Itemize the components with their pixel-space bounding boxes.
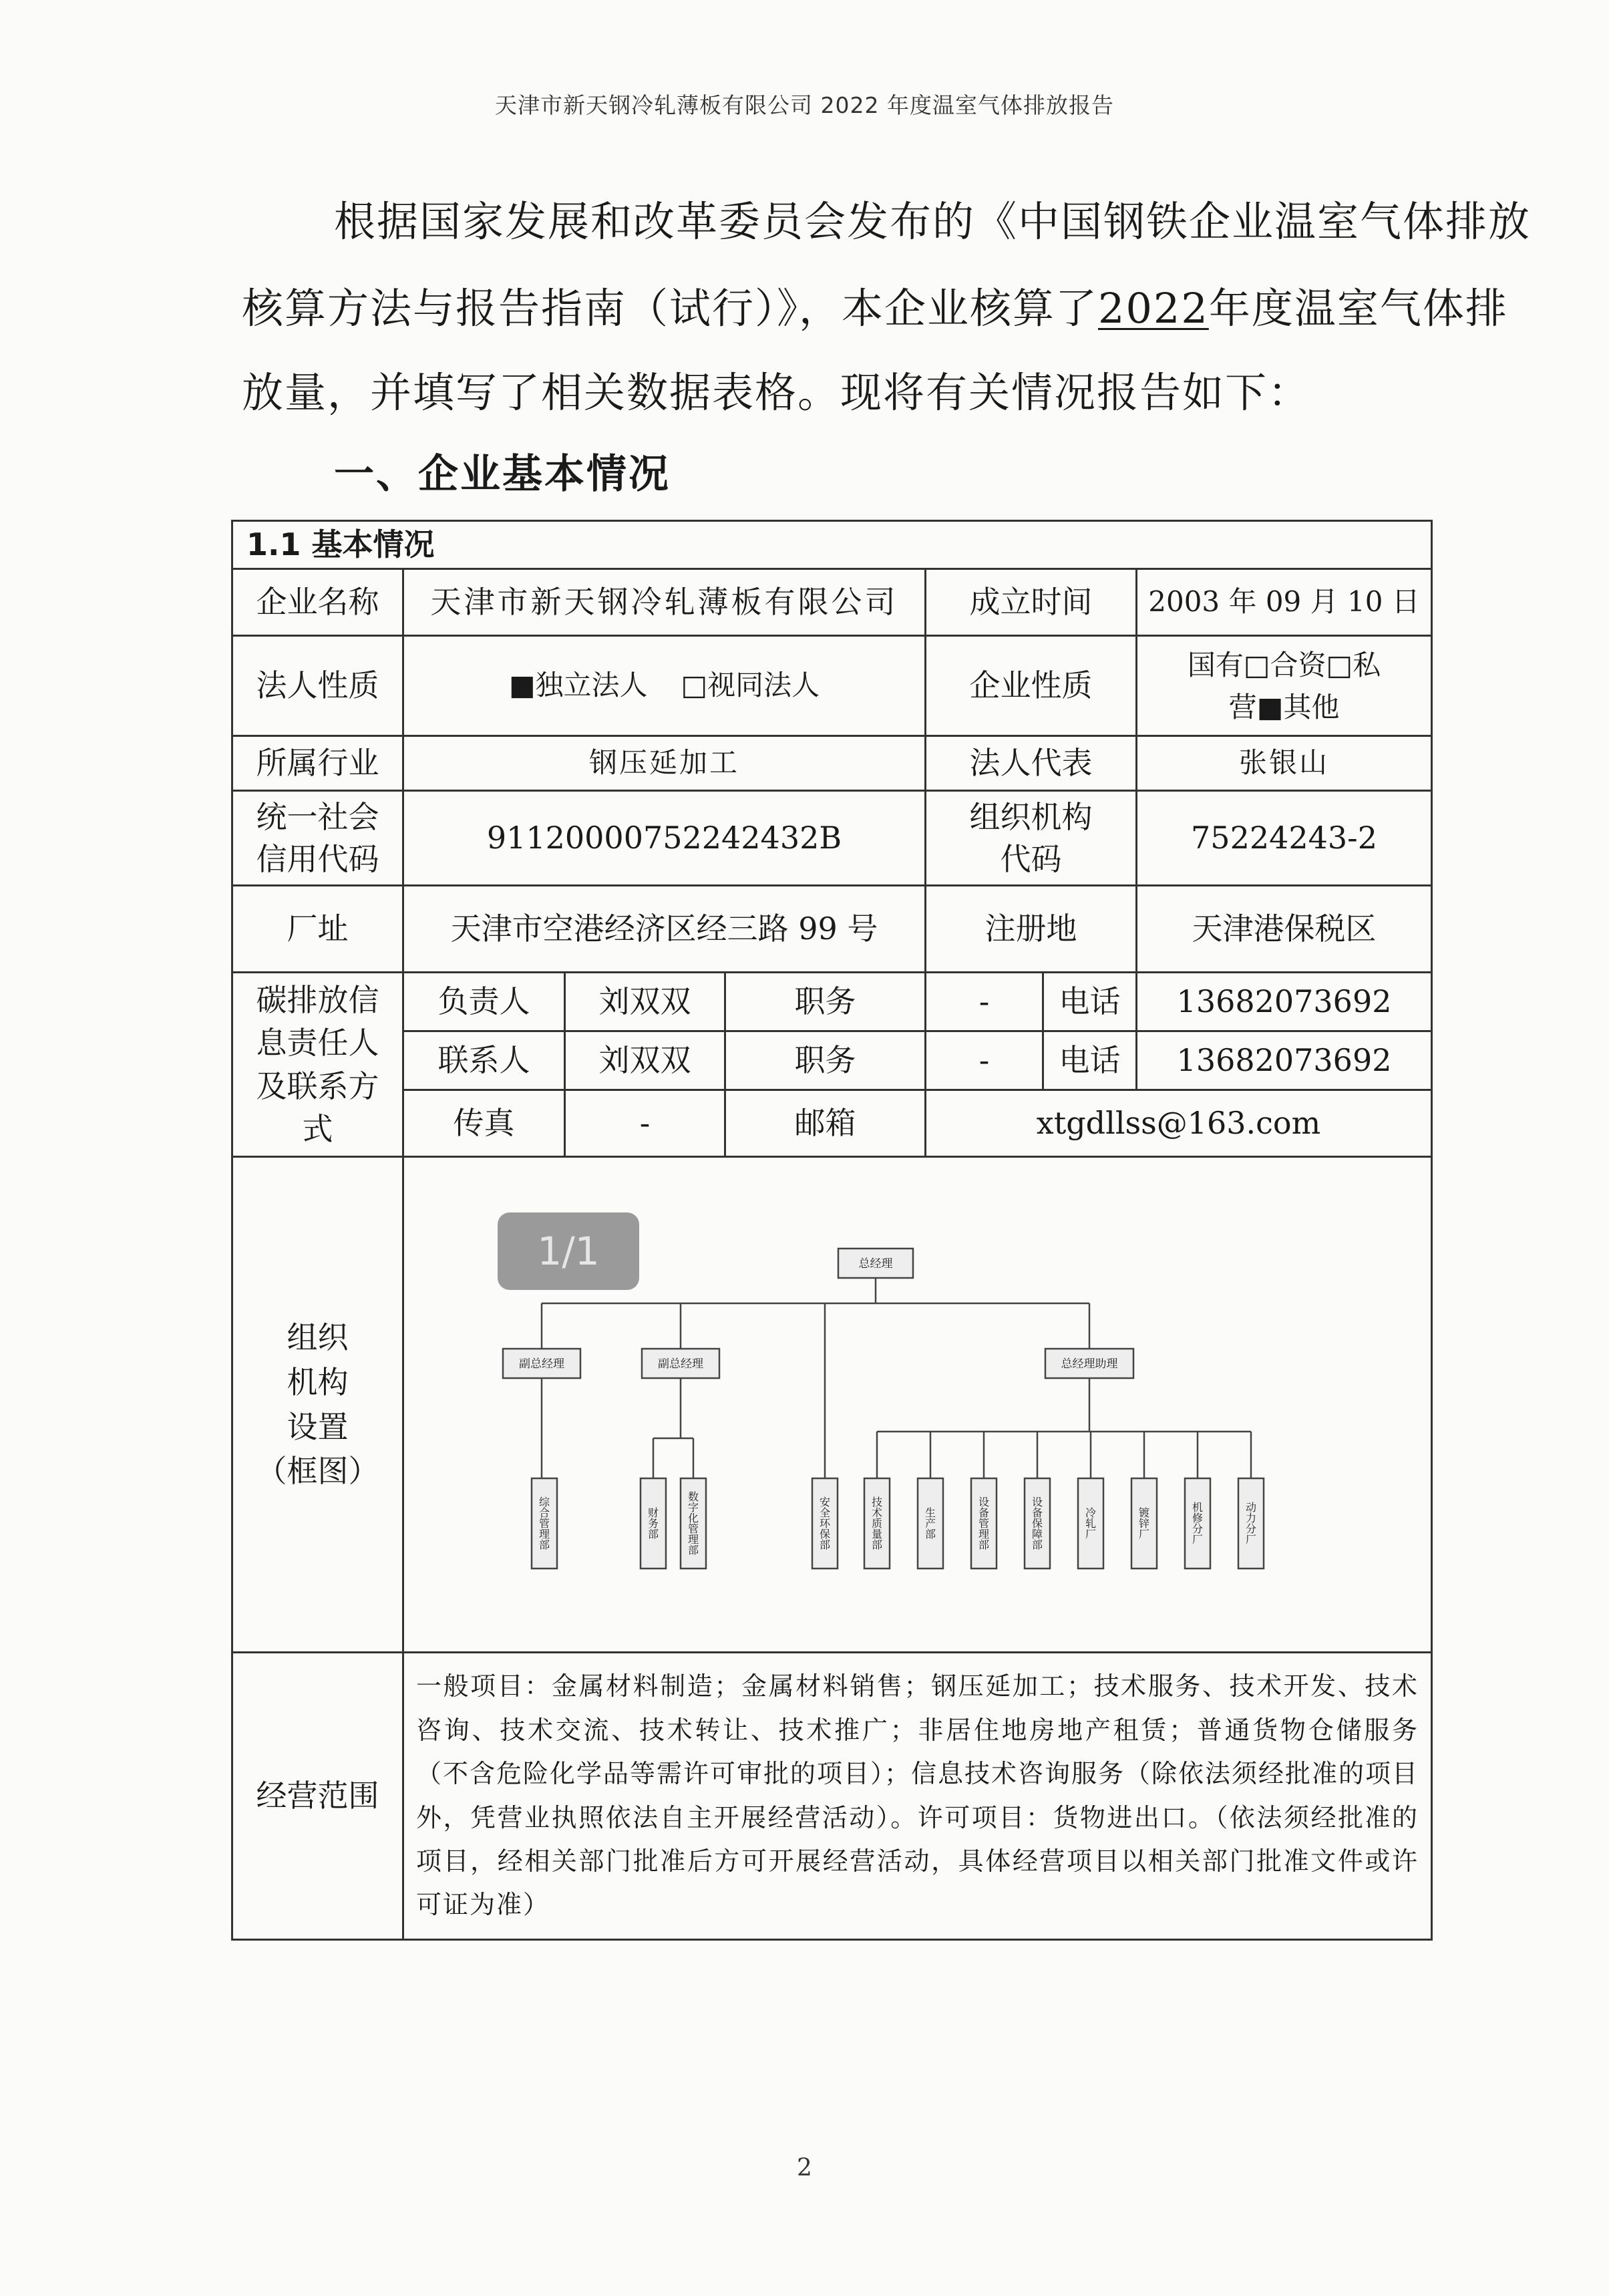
org-code-label-1: 组织机构 [969, 799, 1093, 836]
svg-text:合: 合 [538, 1506, 550, 1520]
contact-label-2: 息责任人 [256, 1025, 379, 1061]
svg-text:综: 综 [538, 1496, 550, 1509]
intro-line-2c: 年度温室气体排 [1208, 284, 1508, 333]
org-code-value: 75224243-2 [1137, 791, 1432, 886]
page-header: 天津市新天钢冷轧薄板有限公司 2022 年度温室气体排放报告 [495, 92, 1114, 118]
svg-text:备: 备 [1031, 1506, 1043, 1520]
svg-text:管: 管 [687, 1522, 699, 1536]
org-dept-5 [864, 1478, 890, 1569]
resp-phone-label: 电话 [1043, 973, 1137, 1031]
fax-label: 传真 [403, 1090, 565, 1157]
org-dept-11 [1185, 1478, 1210, 1569]
org-label-1: 组织 [287, 1319, 349, 1356]
org-dept-4 [812, 1478, 838, 1569]
resp-name: 刘双双 [565, 973, 725, 1031]
founded-label: 成立时间 [926, 569, 1137, 636]
legal-type-options [403, 636, 926, 736]
svg-text:理: 理 [538, 1528, 550, 1541]
liaison-name: 刘双双 [565, 1031, 725, 1090]
ownership-line-2: 营■其他 [1228, 690, 1340, 723]
org-label-3: 设置 [287, 1408, 349, 1445]
scope-label: 经营范围 [232, 1653, 403, 1940]
svg-text:安: 安 [819, 1496, 831, 1509]
svg-text:镀: 镀 [1138, 1506, 1150, 1520]
svg-text:环: 环 [819, 1517, 831, 1530]
legal-type-deemed: □视同法人 [681, 669, 820, 702]
svg-text:务: 务 [647, 1517, 659, 1530]
resp-label: 负责人 [403, 973, 565, 1031]
rep-label: 法人代表 [926, 736, 1137, 791]
org-structure-label [232, 1157, 403, 1653]
svg-text:部: 部 [871, 1538, 883, 1552]
org-label-4: （框图） [256, 1453, 379, 1490]
org-chart-cell [403, 1157, 1432, 1653]
address-value: 天津市空港经济区经三路 99 号 [403, 886, 926, 973]
page-number: 2 [797, 2154, 812, 2182]
resp-position-label: 职务 [725, 973, 926, 1031]
svg-text:理: 理 [978, 1528, 990, 1541]
org-chart [404, 1158, 1426, 1649]
email-label: 邮箱 [725, 1090, 926, 1157]
svg-text:部: 部 [687, 1544, 699, 1557]
svg-text:备: 备 [978, 1506, 990, 1520]
registry-value: 天津港保税区 [1137, 886, 1432, 973]
email-value: xtgdllss@163.com [926, 1090, 1432, 1157]
svg-text:术: 术 [871, 1506, 883, 1520]
svg-text:部: 部 [924, 1528, 936, 1541]
founded-date: 2003 年 09 月 10 日 [1137, 569, 1432, 636]
table-caption: 1.1 基本情况 [232, 521, 1432, 569]
svg-text:部: 部 [538, 1538, 550, 1552]
intro-line-1: 根据国家发展和改革委员会发布的《中国钢铁企业温室气体排放 [334, 197, 1532, 246]
credit-code-label-1: 统一社会 [256, 799, 379, 836]
liaison-label: 联系人 [403, 1031, 565, 1090]
org-box-top [838, 1249, 913, 1278]
svg-text:分: 分 [1192, 1522, 1204, 1536]
svg-text:厂: 厂 [1138, 1528, 1150, 1541]
svg-text:部: 部 [819, 1538, 831, 1552]
org-code-label [926, 791, 1137, 886]
org-code-label-2: 代码 [1000, 840, 1062, 877]
svg-text:厂: 厂 [1245, 1533, 1257, 1546]
svg-text:部: 部 [1031, 1538, 1043, 1552]
svg-text:设: 设 [978, 1496, 990, 1509]
liaison-phone-label: 电话 [1043, 1031, 1137, 1090]
svg-text:产: 产 [924, 1517, 936, 1530]
intro-line-3: 放量，并填写了相关数据表格。现将有关情况报告如下： [242, 368, 1311, 417]
liaison-position: - [926, 1031, 1043, 1090]
org-dept-12 [1238, 1478, 1264, 1569]
svg-text:冷: 冷 [1085, 1506, 1097, 1520]
ownership-options [1137, 636, 1432, 736]
org-dept-7 [971, 1478, 997, 1569]
svg-text:障: 障 [1031, 1528, 1043, 1541]
ownership-label: 企业性质 [926, 636, 1137, 736]
org-dept-1 [532, 1478, 557, 1569]
svg-text:数: 数 [687, 1490, 699, 1504]
svg-text:厂: 厂 [1192, 1533, 1204, 1546]
credit-code-label [232, 791, 403, 886]
svg-text:质: 质 [871, 1517, 883, 1530]
registry-label: 注册地 [926, 886, 1137, 973]
contact-label [232, 973, 403, 1157]
svg-text:保: 保 [1031, 1517, 1043, 1530]
svg-text:全: 全 [819, 1506, 831, 1520]
svg-text:理: 理 [687, 1533, 699, 1546]
org-box-assistant [1045, 1349, 1133, 1378]
industry-label: 所属行业 [232, 736, 403, 791]
svg-text:财: 财 [647, 1506, 659, 1520]
org-dept-2 [641, 1478, 666, 1569]
svg-text:设: 设 [1031, 1496, 1043, 1509]
section-title: 一、企业基本情况 [334, 451, 671, 498]
svg-text:总经理: 总经理 [858, 1257, 893, 1271]
svg-text:副总经理: 副总经理 [519, 1357, 564, 1371]
fax-value: - [565, 1090, 725, 1157]
legal-type-label: 法人性质 [232, 636, 403, 736]
svg-text:管: 管 [538, 1517, 550, 1530]
liaison-position-label: 职务 [725, 1031, 926, 1090]
credit-code-value: 91120000752242432B [403, 791, 926, 886]
org-dept-9 [1078, 1478, 1103, 1569]
resp-position: - [926, 973, 1043, 1031]
contact-label-4: 式 [302, 1110, 333, 1147]
svg-text:力: 力 [1245, 1512, 1257, 1525]
org-dept-10 [1131, 1478, 1157, 1569]
svg-text:字: 字 [687, 1501, 699, 1514]
svg-text:轧: 轧 [1085, 1517, 1097, 1530]
org-boxes [503, 1249, 1264, 1569]
industry-value: 钢压延加工 [403, 736, 926, 791]
legal-type-independent: ■独立法人 [508, 669, 648, 702]
contact-label-1: 碳排放信 [256, 981, 379, 1018]
credit-code-label-2: 信用代码 [256, 840, 379, 877]
intro-line-2a: 核算方法与报告指南（试行）》，本企业核算了 [242, 284, 1099, 333]
org-box-vp-1 [503, 1349, 580, 1378]
org-dept-6 [918, 1478, 943, 1569]
svg-text:分: 分 [1245, 1522, 1257, 1536]
rep-value: 张银山 [1137, 736, 1432, 791]
svg-text:动: 动 [1245, 1501, 1257, 1514]
svg-text:生: 生 [924, 1506, 936, 1520]
company-name: 天津市新天钢冷轧薄板有限公司 [403, 569, 926, 636]
org-dept-8 [1025, 1478, 1050, 1569]
org-label-2: 机构 [287, 1363, 349, 1400]
svg-text:总经理助理: 总经理助理 [1061, 1357, 1118, 1371]
company-name-label: 企业名称 [232, 569, 403, 636]
basic-info-table [231, 520, 1433, 1941]
liaison-phone: 13682073692 [1137, 1031, 1432, 1090]
svg-text:保: 保 [819, 1528, 831, 1541]
svg-text:机: 机 [1192, 1501, 1204, 1514]
svg-text:部: 部 [978, 1538, 990, 1552]
address-label: 厂址 [232, 886, 403, 973]
svg-text:技: 技 [871, 1496, 883, 1509]
svg-text:厂: 厂 [1085, 1528, 1097, 1541]
ownership-line-1: 国有□合资□私 [1187, 648, 1381, 681]
page-badge: 1/1 [537, 1228, 600, 1274]
svg-text:副总经理: 副总经理 [658, 1357, 703, 1371]
svg-text:管: 管 [978, 1517, 990, 1530]
intro-year: 2022 [1098, 284, 1209, 333]
org-dept-3 [681, 1478, 706, 1569]
resp-phone: 13682073692 [1137, 973, 1432, 1031]
scope-value: 一般项目：金属材料制造；金属材料销售；钢压延加工；技术服务、技术开发、技术咨询、技术交流、技术转让、技术推广；非居住地房地产租赁；普通货物仓储服务（不含危险化学品等需许可审批的项目）；信息技术咨询服务（除依法须经批准的项目外，凭营业执照依法自主开展经营活动）。许可项目：货物进出口。（依法须经批准的项目，经相关部门批准后方可开展经营活动，具体经营项目以相关部门批准文件或许可证为准） [403, 1653, 1432, 1940]
svg-text:化: 化 [687, 1512, 699, 1525]
svg-text:部: 部 [647, 1528, 659, 1541]
intro-line-2 [242, 275, 1508, 335]
org-box-vp-2 [642, 1349, 719, 1378]
svg-text:量: 量 [871, 1528, 883, 1541]
svg-text:修: 修 [1192, 1512, 1204, 1525]
contact-label-3: 及联系方 [256, 1068, 379, 1104]
svg-text:锌: 锌 [1138, 1517, 1150, 1530]
